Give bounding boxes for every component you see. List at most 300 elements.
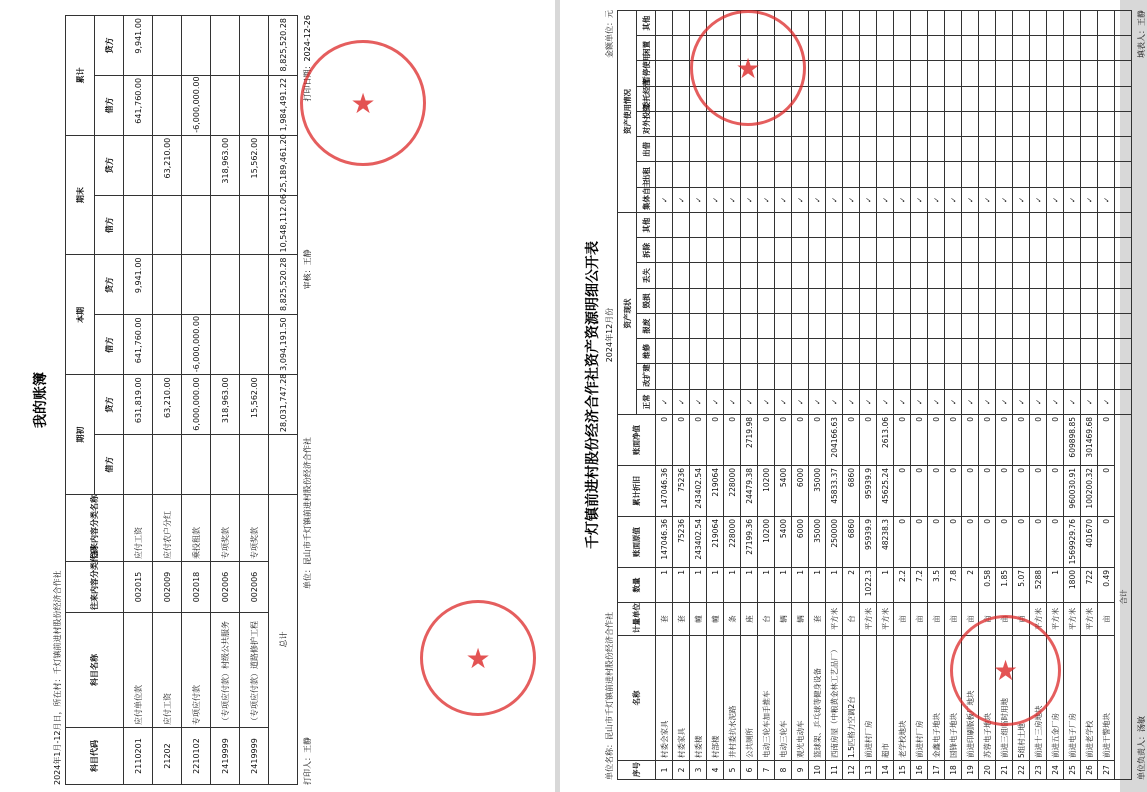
status-cell xyxy=(928,36,945,61)
col-cumulative: 累计 xyxy=(66,16,95,136)
ledger-cell xyxy=(182,195,211,255)
status-cell xyxy=(656,86,673,111)
status-cell xyxy=(945,86,962,111)
asset-cell: 前进十三房地块 xyxy=(1030,636,1047,761)
asset-cell: 金鑫电子地块 xyxy=(928,636,945,761)
asset-cell: 前进印刷版板厂地块 xyxy=(962,636,979,761)
asset-cell: 村委家具 xyxy=(673,636,690,761)
status-cell xyxy=(775,263,792,288)
asset-cell: 0 xyxy=(1098,466,1115,517)
ledger-reviewer: 审核：王静 xyxy=(303,249,312,290)
status-cell: ✓ xyxy=(707,187,724,212)
status-cell xyxy=(1098,339,1115,364)
status-cell xyxy=(673,61,690,86)
status-cell xyxy=(843,112,860,137)
table-row xyxy=(124,16,153,785)
status-cell xyxy=(928,162,945,187)
ledger-cell: 9,941.00 xyxy=(124,16,153,76)
asset-cell: 12 xyxy=(843,761,860,780)
status-cell xyxy=(894,364,911,389)
asset-cell: 20 xyxy=(979,761,996,780)
table-row xyxy=(1064,11,1081,780)
status-cell xyxy=(1047,339,1064,364)
ledger-total-cell: 8,825,520.28 xyxy=(269,255,298,315)
status-cell: ✓ xyxy=(809,187,826,212)
status-cell xyxy=(656,314,673,339)
status-cell xyxy=(979,36,996,61)
asset-cell: 0 xyxy=(996,466,1013,517)
asset-cell: 27199.36 xyxy=(741,517,758,568)
asset-cell: 1 xyxy=(656,568,673,603)
status-cell xyxy=(860,263,877,288)
status-cell xyxy=(775,213,792,238)
status-cell xyxy=(656,263,673,288)
asset-cell: 村部楼 xyxy=(707,636,724,761)
status-cell xyxy=(945,213,962,238)
status-cell xyxy=(843,263,860,288)
asset-cell: 6 xyxy=(741,761,758,780)
status-cell xyxy=(979,314,996,339)
status-cell xyxy=(962,339,979,364)
status-cell xyxy=(1030,213,1047,238)
asset-cell: 幢 xyxy=(707,603,724,636)
col-status: 资产现状 xyxy=(618,213,637,415)
status-cell xyxy=(1047,112,1064,137)
status-cell xyxy=(1098,162,1115,187)
asset-cell: 609898.85 xyxy=(1064,415,1081,466)
asset-cell: 21 xyxy=(996,761,1013,780)
status-cell: ✓ xyxy=(894,187,911,212)
asset-cell: 1 xyxy=(1047,568,1064,603)
status-cell xyxy=(843,11,860,36)
status-cell xyxy=(928,339,945,364)
status-cell xyxy=(894,314,911,339)
ledger-cell xyxy=(182,255,211,315)
status-cell xyxy=(741,137,758,162)
status-cell: ✓ xyxy=(1098,187,1115,212)
status-cell xyxy=(809,288,826,313)
table-row xyxy=(656,11,673,780)
ledger-cell xyxy=(182,16,211,76)
status-cell xyxy=(1064,314,1081,339)
asset-cell: 套 xyxy=(809,603,826,636)
asset-cell: 5 xyxy=(724,761,741,780)
status-cell xyxy=(894,339,911,364)
col-usage-sub: 其他 xyxy=(637,11,656,36)
asset-cell: 35000 xyxy=(809,466,826,517)
status-cell xyxy=(826,238,843,263)
status-cell: ✓ xyxy=(690,389,707,414)
asset-cell: 250000 xyxy=(826,517,843,568)
status-cell xyxy=(809,36,826,61)
status-cell xyxy=(826,162,843,187)
status-cell xyxy=(843,364,860,389)
table-row xyxy=(182,16,211,785)
col-usage-sub: 闲置 xyxy=(637,36,656,61)
status-cell xyxy=(656,36,673,61)
status-cell xyxy=(690,112,707,137)
status-cell xyxy=(1047,288,1064,313)
status-cell xyxy=(928,263,945,288)
asset-cell: 1 xyxy=(758,568,775,603)
asset-cell: 7 xyxy=(758,761,775,780)
status-cell xyxy=(809,112,826,137)
status-cell xyxy=(656,137,673,162)
ledger-cell xyxy=(240,315,269,375)
status-cell xyxy=(758,238,775,263)
col-usage: 资产使用情况 xyxy=(618,11,637,213)
status-cell xyxy=(656,61,673,86)
ledger-cell: 应付工资 xyxy=(124,495,153,562)
status-cell xyxy=(656,288,673,313)
status-cell xyxy=(1064,11,1081,36)
status-cell xyxy=(690,213,707,238)
asset-cell: 0 xyxy=(860,415,877,466)
status-cell: ✓ xyxy=(945,187,962,212)
status-cell xyxy=(1081,36,1098,61)
table-row xyxy=(1098,11,1115,780)
status-cell xyxy=(877,61,894,86)
asset-cell: 3.5 xyxy=(928,568,945,603)
status-cell: ✓ xyxy=(928,187,945,212)
status-cell xyxy=(1115,263,1132,288)
asset-cell: 22 xyxy=(1013,761,1030,780)
status-cell xyxy=(945,339,962,364)
status-cell xyxy=(928,112,945,137)
status-cell xyxy=(656,213,673,238)
status-cell xyxy=(724,288,741,313)
status-cell xyxy=(877,86,894,111)
ledger-cell: 002006 xyxy=(211,562,240,613)
status-cell xyxy=(979,11,996,36)
status-cell xyxy=(809,137,826,162)
asset-cell: 亩 xyxy=(1098,603,1115,636)
ledger-cell: -6,000,000.00 xyxy=(182,75,211,135)
asset-leader: 单位负责人：汤敏 xyxy=(1137,716,1146,780)
status-cell xyxy=(758,339,775,364)
status-cell xyxy=(758,213,775,238)
asset-cell: 7.8 xyxy=(945,568,962,603)
status-cell: ✓ xyxy=(877,187,894,212)
status-cell: ✓ xyxy=(860,389,877,414)
status-cell xyxy=(758,263,775,288)
status-cell: ✓ xyxy=(1098,389,1115,414)
asset-cell: 95939.9 xyxy=(860,466,877,517)
status-cell: ✓ xyxy=(996,187,1013,212)
status-cell xyxy=(673,339,690,364)
status-cell xyxy=(792,339,809,364)
asset-cell: 2 xyxy=(673,761,690,780)
status-cell xyxy=(1047,238,1064,263)
asset-cell: 147046.36 xyxy=(656,517,673,568)
asset-cell: 219064 xyxy=(707,466,724,517)
status-cell xyxy=(656,364,673,389)
status-cell xyxy=(860,137,877,162)
status-cell xyxy=(707,162,724,187)
status-cell xyxy=(724,263,741,288)
ledger-cell: 318,963.00 xyxy=(211,375,240,435)
asset-cell: 75236 xyxy=(673,517,690,568)
status-cell xyxy=(979,263,996,288)
asset-cell: 0 xyxy=(945,466,962,517)
col-depr: 累计折旧 xyxy=(618,466,656,517)
status-cell xyxy=(860,339,877,364)
status-cell: ✓ xyxy=(1081,389,1098,414)
status-cell xyxy=(877,339,894,364)
status-cell xyxy=(673,112,690,137)
asset-cell: 204166.63 xyxy=(826,415,843,466)
table-row xyxy=(843,11,860,780)
ledger-cell xyxy=(153,315,182,375)
asset-unit-label: 单位名称：昆山市千灯镇前进村股份经济合作社 xyxy=(605,612,614,780)
status-cell xyxy=(962,112,979,137)
status-cell xyxy=(928,213,945,238)
status-cell xyxy=(1013,86,1030,111)
status-cell xyxy=(1013,288,1030,313)
status-cell xyxy=(690,238,707,263)
status-cell: ✓ xyxy=(962,389,979,414)
asset-cell: 条 xyxy=(724,603,741,636)
asset-cell: 3 xyxy=(690,761,707,780)
ledger-cell: 641,760.00 xyxy=(124,75,153,135)
asset-title: 千灯镇前进村股份经济合作社资产资源明细公开表 xyxy=(585,241,601,549)
status-cell: ✓ xyxy=(792,389,809,414)
ledger-total-cell: 1,984,491.22 xyxy=(269,75,298,135)
status-cell xyxy=(979,112,996,137)
col-credit: 贷方 xyxy=(95,135,124,195)
status-cell xyxy=(860,238,877,263)
status-cell xyxy=(707,137,724,162)
asset-cell: 幢 xyxy=(690,603,707,636)
ledger-title: 我的账簿 xyxy=(33,372,49,428)
status-cell xyxy=(979,61,996,86)
asset-cell: 27 xyxy=(1098,761,1115,780)
status-cell xyxy=(1098,11,1115,36)
status-cell: ✓ xyxy=(877,389,894,414)
asset-cell: 0 xyxy=(1013,517,1030,568)
col-status-sub: 改扩建 xyxy=(637,364,656,389)
status-cell xyxy=(1047,364,1064,389)
asset-cell: 0 xyxy=(673,415,690,466)
col-debit: 借方 xyxy=(95,195,124,255)
status-cell xyxy=(996,112,1013,137)
asset-cell: 辆 xyxy=(775,603,792,636)
ledger-cell: 15,562.00 xyxy=(240,375,269,435)
ledger-total-cell: 10,548,112.06 xyxy=(269,195,298,255)
ledger-cell xyxy=(153,255,182,315)
status-cell xyxy=(1064,86,1081,111)
asset-cell: 0 xyxy=(894,517,911,568)
asset-cell: 1 xyxy=(792,568,809,603)
status-cell xyxy=(792,364,809,389)
asset-cell: 亩 xyxy=(1013,603,1030,636)
status-cell xyxy=(673,288,690,313)
ledger-cell xyxy=(211,75,240,135)
status-cell xyxy=(860,288,877,313)
asset-filler: 填表人：王静 xyxy=(1137,10,1146,58)
status-cell xyxy=(673,162,690,187)
status-cell xyxy=(707,213,724,238)
status-cell xyxy=(911,364,928,389)
asset-cell: 23 xyxy=(1030,761,1047,780)
status-cell xyxy=(843,137,860,162)
status-cell xyxy=(1081,11,1098,36)
status-cell xyxy=(826,137,843,162)
status-cell xyxy=(1064,112,1081,137)
asset-cell: 0 xyxy=(928,415,945,466)
status-cell xyxy=(1047,314,1064,339)
status-cell xyxy=(775,238,792,263)
col-subname: 往来内容分类名称 xyxy=(66,495,124,562)
status-cell xyxy=(877,263,894,288)
ledger-cell: 002009 xyxy=(153,562,182,613)
status-cell xyxy=(996,61,1013,86)
status-cell xyxy=(707,263,724,288)
table-row xyxy=(690,11,707,780)
asset-cell: 960030.91 xyxy=(1064,466,1081,517)
asset-cell: 147046.36 xyxy=(656,466,673,517)
status-cell xyxy=(1115,162,1132,187)
ledger-cell: 专项应付款 xyxy=(182,613,211,728)
asset-cell: 篮球架、乒乓球等健身设备 xyxy=(809,636,826,761)
status-cell xyxy=(877,112,894,137)
ledger-cell: 应付工资 xyxy=(153,613,182,728)
asset-cell: 0 xyxy=(843,415,860,466)
status-cell: ✓ xyxy=(741,187,758,212)
asset-cell: 0 xyxy=(962,466,979,517)
status-cell: ✓ xyxy=(707,389,724,414)
status-cell xyxy=(843,213,860,238)
status-cell: ✓ xyxy=(758,389,775,414)
status-cell xyxy=(1115,213,1132,238)
ledger-total-cell: 28,031,747.28 xyxy=(269,375,298,435)
asset-cell: 11 xyxy=(826,761,843,780)
status-cell xyxy=(1030,364,1047,389)
status-cell xyxy=(673,364,690,389)
asset-cell: 座 xyxy=(741,603,758,636)
col-usage-sub: 委托经营 xyxy=(637,86,656,111)
table-row xyxy=(707,11,724,780)
table-row xyxy=(860,11,877,780)
status-cell xyxy=(945,137,962,162)
status-cell xyxy=(1013,238,1030,263)
status-cell xyxy=(1115,389,1132,414)
status-cell xyxy=(911,238,928,263)
asset-cell: 0 xyxy=(911,415,928,466)
table-row xyxy=(673,11,690,780)
status-cell xyxy=(724,213,741,238)
ledger-total-label: 总计 xyxy=(269,495,298,785)
asset-cell: 722 xyxy=(1081,568,1098,603)
status-cell xyxy=(826,61,843,86)
asset-cell: 0 xyxy=(775,415,792,466)
status-cell xyxy=(741,314,758,339)
ledger-cell: 318,963.00 xyxy=(211,135,240,195)
ledger-cell: 15,562.00 xyxy=(240,135,269,195)
asset-cell: 0 xyxy=(1098,415,1115,466)
status-cell xyxy=(1081,339,1098,364)
status-cell xyxy=(1030,36,1047,61)
status-cell xyxy=(775,339,792,364)
status-cell xyxy=(945,61,962,86)
asset-cell: 0.58 xyxy=(979,568,996,603)
asset-cell: 前进老学校 xyxy=(1081,636,1098,761)
status-cell xyxy=(1030,11,1047,36)
col-status-sub: 其他 xyxy=(637,213,656,238)
status-cell xyxy=(1030,238,1047,263)
col-credit: 贷方 xyxy=(95,255,124,315)
status-cell xyxy=(894,137,911,162)
asset-cell: 2 xyxy=(962,568,979,603)
status-cell xyxy=(1098,314,1115,339)
ledger-cell xyxy=(240,435,269,495)
status-cell xyxy=(792,263,809,288)
status-cell xyxy=(911,112,928,137)
status-cell xyxy=(656,238,673,263)
asset-cell: 26 xyxy=(1081,761,1098,780)
ledger-cell: 631,819.00 xyxy=(124,375,153,435)
status-cell xyxy=(1081,263,1098,288)
status-cell xyxy=(894,36,911,61)
status-cell: ✓ xyxy=(775,187,792,212)
asset-cell: 0.49 xyxy=(1098,568,1115,603)
status-cell xyxy=(928,61,945,86)
col-usage-sub: 出借 xyxy=(637,137,656,162)
asset-cell: 95939.9 xyxy=(860,517,877,568)
status-cell xyxy=(894,86,911,111)
status-cell xyxy=(809,11,826,36)
status-cell xyxy=(1013,213,1030,238)
asset-cell: 0 xyxy=(1013,415,1030,466)
seal-star-icon: ★ xyxy=(465,641,491,675)
status-cell: ✓ xyxy=(826,389,843,414)
status-cell xyxy=(843,238,860,263)
status-cell xyxy=(1047,11,1064,36)
asset-cell: 0 xyxy=(1013,466,1030,517)
col-credit: 贷方 xyxy=(95,16,124,76)
status-cell: ✓ xyxy=(826,187,843,212)
status-cell: ✓ xyxy=(843,389,860,414)
ledger-cell xyxy=(153,16,182,76)
status-cell xyxy=(1115,11,1132,36)
status-cell xyxy=(1081,86,1098,111)
col-usage-sub: 集体自主 xyxy=(637,187,656,212)
status-cell xyxy=(996,364,1013,389)
ledger-cell: 002018 xyxy=(182,562,211,613)
asset-cell: 前进村厂房 xyxy=(860,636,877,761)
status-cell xyxy=(911,86,928,111)
ledger-cell xyxy=(240,255,269,315)
status-cell xyxy=(1064,162,1081,187)
asset-cell: 2719.98 xyxy=(741,415,758,466)
asset-cell: 25 xyxy=(1064,761,1081,780)
status-cell xyxy=(809,364,826,389)
status-cell xyxy=(928,86,945,111)
status-cell xyxy=(1064,288,1081,313)
status-cell xyxy=(673,137,690,162)
status-cell: ✓ xyxy=(656,389,673,414)
status-cell xyxy=(1081,112,1098,137)
status-cell xyxy=(843,86,860,111)
status-cell xyxy=(962,36,979,61)
status-cell xyxy=(962,137,979,162)
status-cell xyxy=(1013,364,1030,389)
ledger-cell xyxy=(124,135,153,195)
status-cell xyxy=(1081,238,1098,263)
status-cell xyxy=(656,339,673,364)
status-cell xyxy=(826,314,843,339)
asset-amount-unit: 金额单位：元 xyxy=(605,10,614,59)
